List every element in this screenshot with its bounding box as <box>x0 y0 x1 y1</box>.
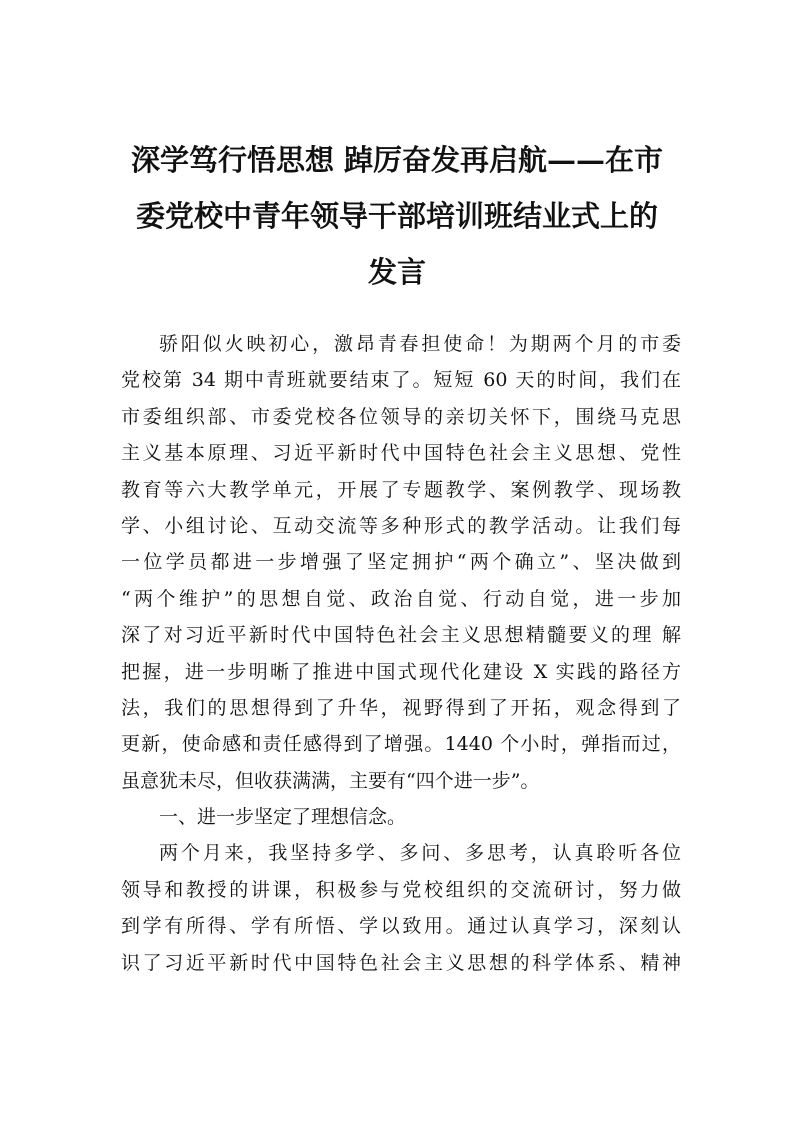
body-line: 教育等六大教学单元，开展了专题教学、案例教学、现场教 <box>121 478 681 501</box>
body-line: 更新，使命感和责任感得到了增强。1440 个小时，弹指而过， <box>121 733 681 756</box>
title-line-1: 深学笃行悟思想 踔厉奋发再启航——在市 <box>130 143 664 177</box>
body-line: 主义基本原理、习近平新时代中国特色社会主义思想、党性 <box>121 442 681 465</box>
body-line: 到学有所得、学有所悟、学以致用。通过认真学习，深刻认 <box>121 915 681 938</box>
body-line: 领导和教授的讲课，积极参与党校组织的交流研讨，努力做 <box>121 878 681 901</box>
title-line-2: 委党校中青年领导干部培训班结业式上的 <box>135 199 658 233</box>
body-line: 把握，进一步明晰了推进中国式现代化建设 X 实践的路径方 <box>121 660 681 683</box>
body-line: 法，我们的思想得到了升华，视野得到了开拓，观念得到了 <box>121 696 681 719</box>
body-line: 深了对习近平新时代中国特色社会主义思想精髓要义的理 解 <box>121 624 681 647</box>
body-line: 两个月来，我坚持多学、多问、多思考，认真聆听各位 <box>159 842 681 865</box>
document-body <box>121 326 681 981</box>
body-line: 学、小组讨论、互动交流等多种形式的教学活动。让我们每 <box>121 514 681 537</box>
body-line: 虽意犹未尽，但收获满满，主要有“四个进一步”。 <box>121 769 540 792</box>
title-line-3: 发言 <box>367 255 426 289</box>
body-line: 党校第 34 期中青班就要结束了。短短 60 天的时间，我们在 <box>121 369 681 392</box>
body-line: 市委组织部、市委党校各位领导的亲切关怀下，围绕马克思 <box>121 405 681 428</box>
body-line: 识了习近平新时代中国特色社会主义思想的科学体系、精神 <box>121 951 681 974</box>
document-title <box>112 132 682 300</box>
body-line: “两个维护”的思想自觉、政治自觉、行动自觉，进一步加 <box>121 587 681 610</box>
section-heading: 一、进一步坚定了理想信念。 <box>159 806 407 829</box>
body-line: 骄阳似火映初心，激昂青春担使命！为期两个月的市委 <box>159 333 681 355</box>
body-line: 一位学员都进一步增强了坚定拥护“两个确立”、坚决做到 <box>121 551 681 574</box>
